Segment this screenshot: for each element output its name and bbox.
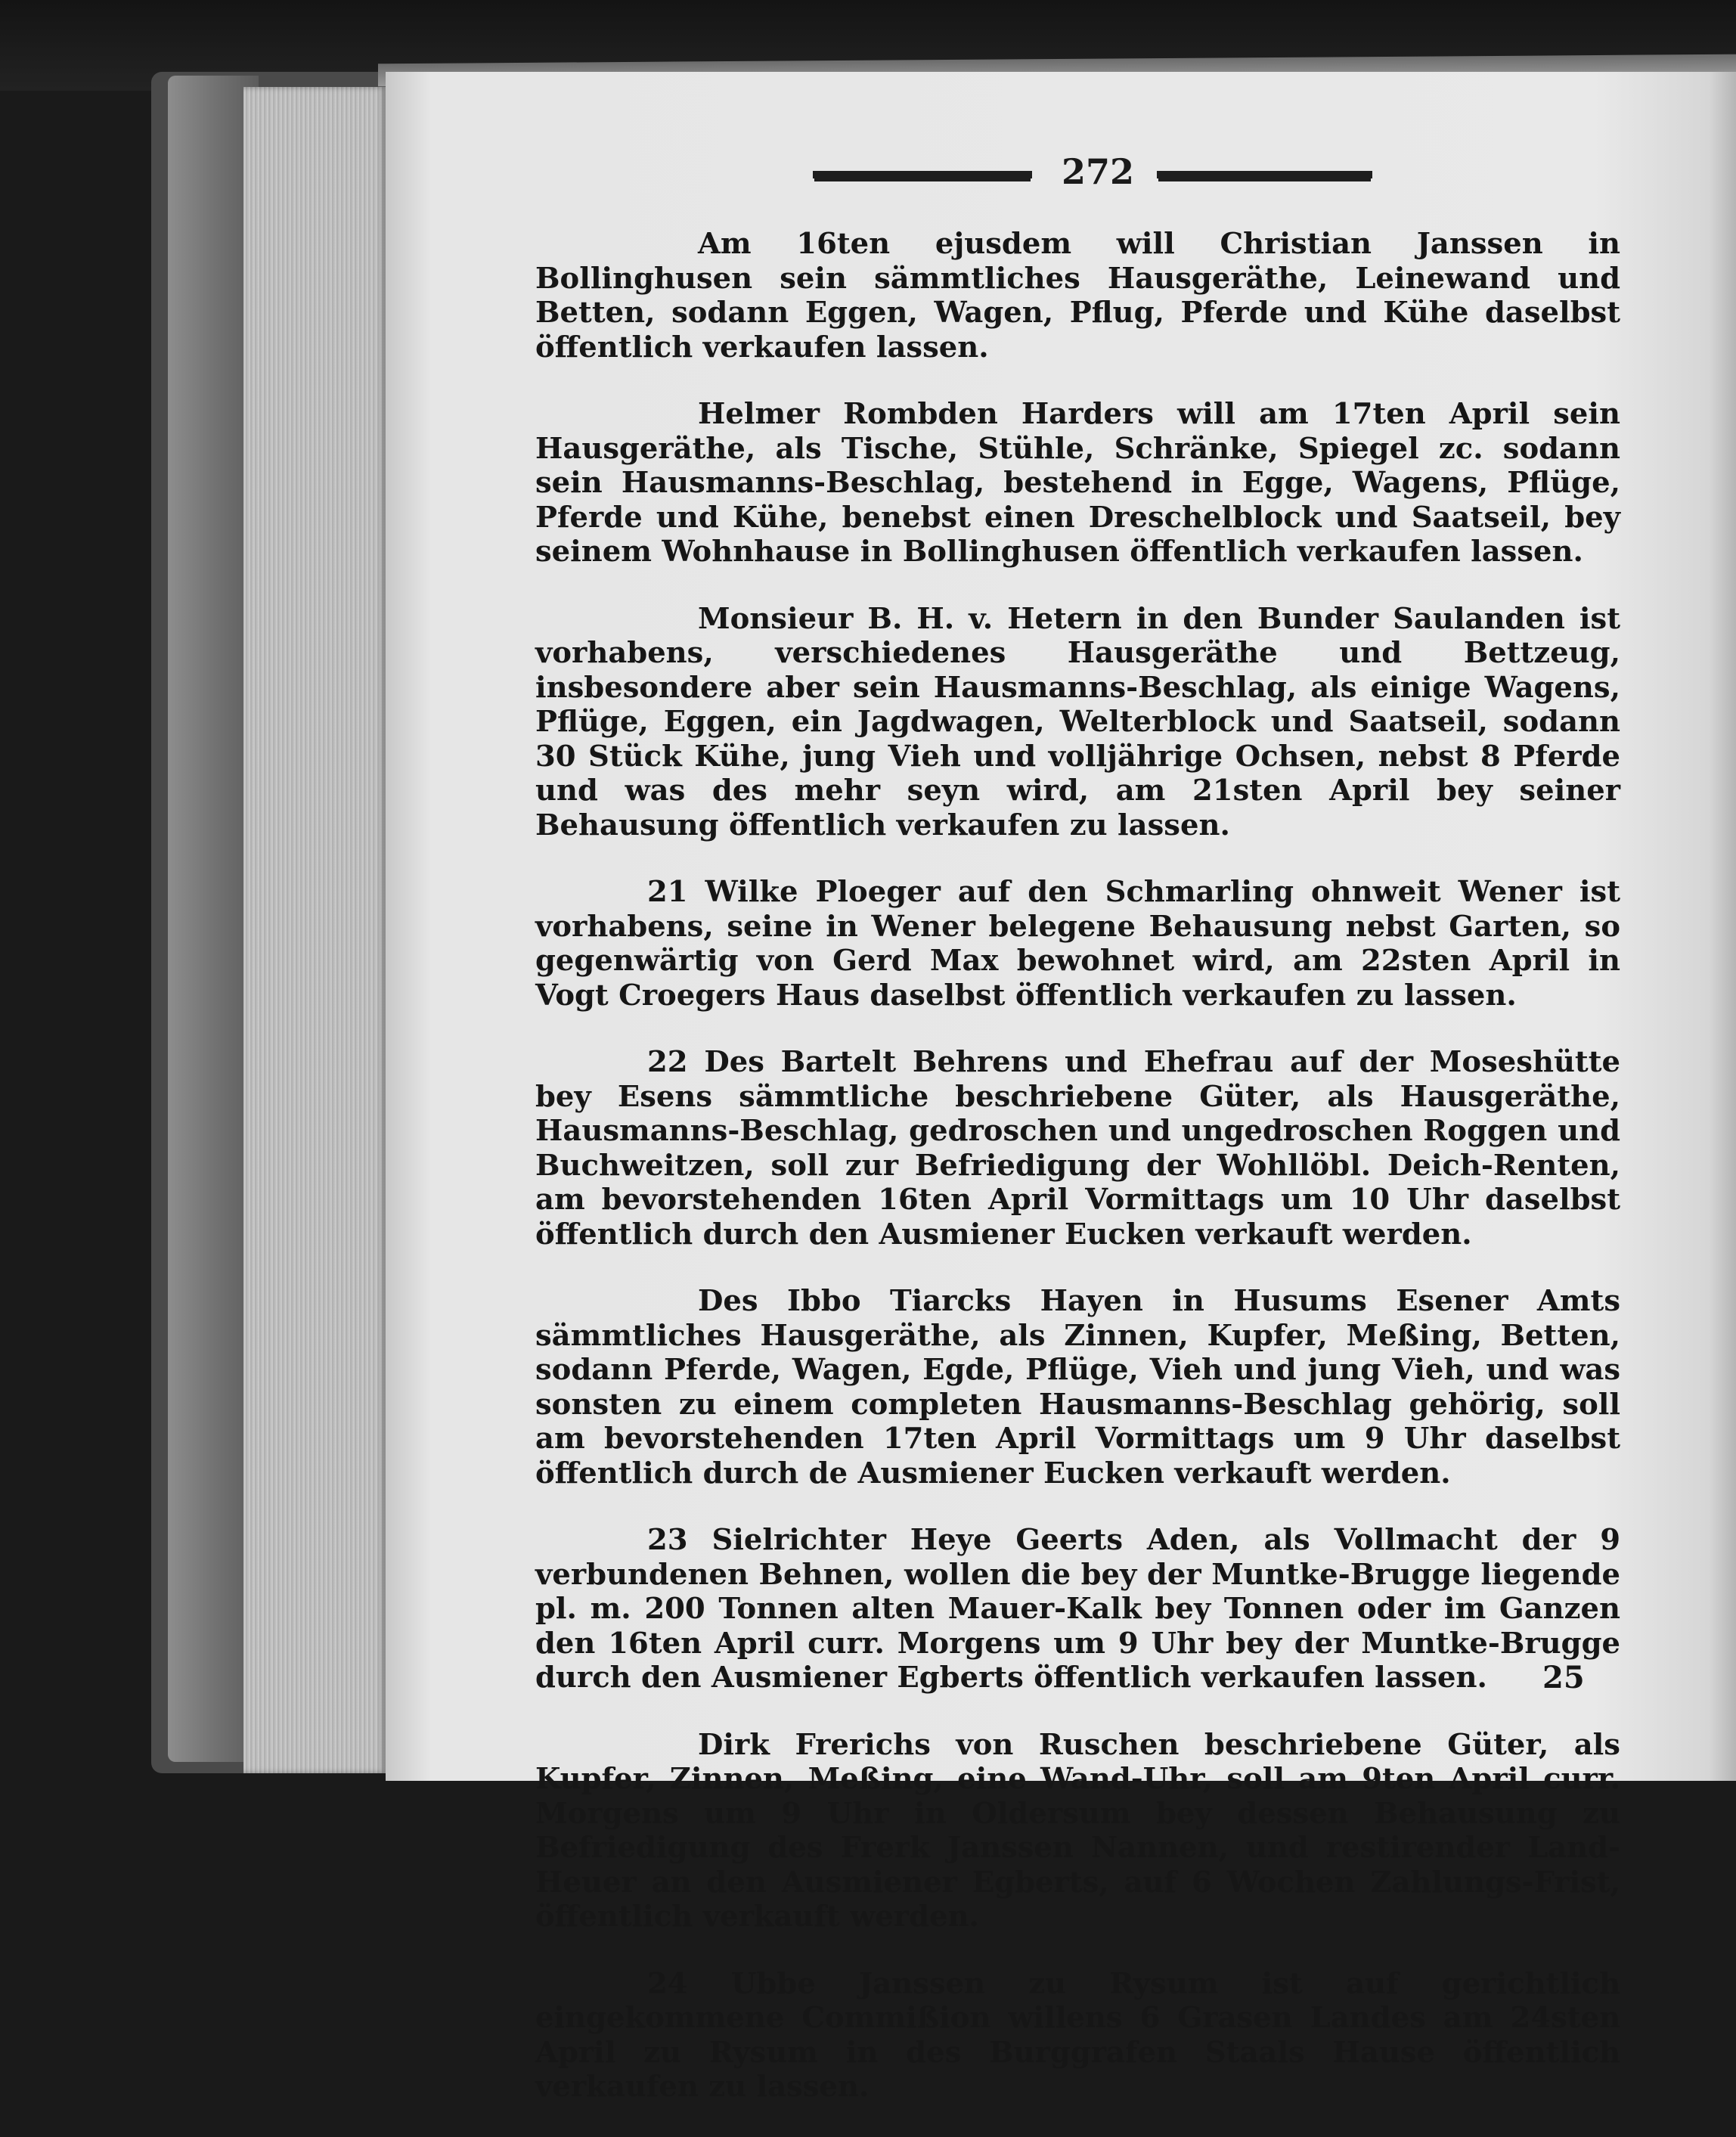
header-rule-left [813,171,1032,178]
page-stack-edges [243,87,387,1773]
page-number: 272 [1061,151,1135,192]
header-rule-right [1157,171,1372,178]
notice-paragraph: 23 Sielrichter Heye Geerts Aden, als Vollmacht der 9 verbundenen Behnen, wollen die bey der Muntke-Brugge liegende pl. m. 200 Tonnen alten Mauer-Kalk bey Tonnen oder im Ganzen den 16ten April curr. Morgens um 9 Uhr bey der Muntke-Brugge durch den Ausmiener Egberts öffentlich verkaufen lassen. [535,1523,1620,1695]
notice-paragraph: Des Ibbo Tiarcks Hayen in Husums Esener Amts sämmtliches Hausgeräthe, als Zinnen, Kupfer, Meßing, Betten, sodann Pferde, Wagen, Egde, Pflüge, Vieh und jung Vieh, und was sonsten zu einem completen Hausmanns-Beschlag gehörig, soll am bevorstehenden 17ten April Vormittags um 9 Uhr daselbst öffentlich durch de Ausmiener Eucken verkauft werden. [535,1284,1620,1490]
page-header [813,151,1372,197]
notice-paragraph: 24 Ubbe Janssen zu Rysum ist auf gerichtlich eingekommene Commißion willens 6 Grasen Landes am 24sten April zu Rysum in des Burggrafen Staals Hause öffentlich verkaufen zu lassen. [535,1966,1620,2104]
catchword: 25 [1542,1660,1585,1695]
notice-paragraph: Monsieur B. H. v. Hetern in den Bunder Saulanden ist vorhabens, verschiedenes Hausgeräthe und Bettzeug, insbesondere aber sein Hausmanns-Beschlag, als einige Wagens, Pflüge, Eggen, ein Jagdwagen, Welterblock und Saatseil, sodann 30 Stück Kühe, jung Vieh und volljährige Ochsen, nebst 8 Pferde und was des mehr seyn wird, am 21sten April bey seiner Behausung öffentlich verkaufen zu lassen. [535,601,1620,842]
page-body [535,227,1620,2137]
notice-paragraph: Dirk Frerichs von Ruschen beschriebene Güter, als Kupfer, Zinnen, Meßing, eine Wand-Uhr, soll am 9ten April curr. Morgens um 9 Uhr in Oldersum bey dessen Behausung zu Befriedigung des Frerk Janssen Nannen, und restirender Land-Heuer an den Ausmiener Egberts, auf 6 Wochen Zahlungs-Frist, öffentlich verkauft werden. [535,1727,1620,1934]
notice-paragraph: 21 Wilke Ploeger auf den Schmarling ohnweit Wener ist vorhabens, seine in Wener belegene Behausung nebst Garten, so gegenwärtig von Gerd Max bewohnet wird, am 22sten April in Vogt Croegers Haus daselbst öffentlich verkaufen zu lassen. [535,875,1620,1013]
notice-paragraph: 22 Des Bartelt Behrens und Ehefrau auf der Moseshütte bey Esens sämmtliche beschriebene Güter, als Hausgeräthe, Hausmanns-Beschlag, gedroschen und ungedroschen Roggen und Buchweitzen, soll zur Befriedigung der Wohllöbl. Deich-Renten, am bevorstehenden 16ten April Vormittags um 10 Uhr daselbst öffentlich durch den Ausmiener Eucken verkauft werden. [535,1045,1620,1251]
notice-paragraph: Helmer Rombden Harders will am 17ten April sein Hausgeräthe, als Tische, Stühle, Schränke, Spiegel zc. sodann sein Hausmanns-Beschlag, bestehend in Egge, Wagens, Pflüge, Pferde und Kühe, benebst einen Dreschelblock und Saatseil, bey seinem Wohnhause in Bollinghusen öffentlich verkaufen lassen. [535,397,1620,569]
notice-paragraph: Am 16ten ejusdem will Christian Janssen in Bollinghusen sein sämmtliches Hausgeräthe, Leinewand und Betten, sodann Eggen, Wagen, Pflug, Pferde und Kühe daselbst öffentlich verkaufen lassen. [535,227,1620,364]
